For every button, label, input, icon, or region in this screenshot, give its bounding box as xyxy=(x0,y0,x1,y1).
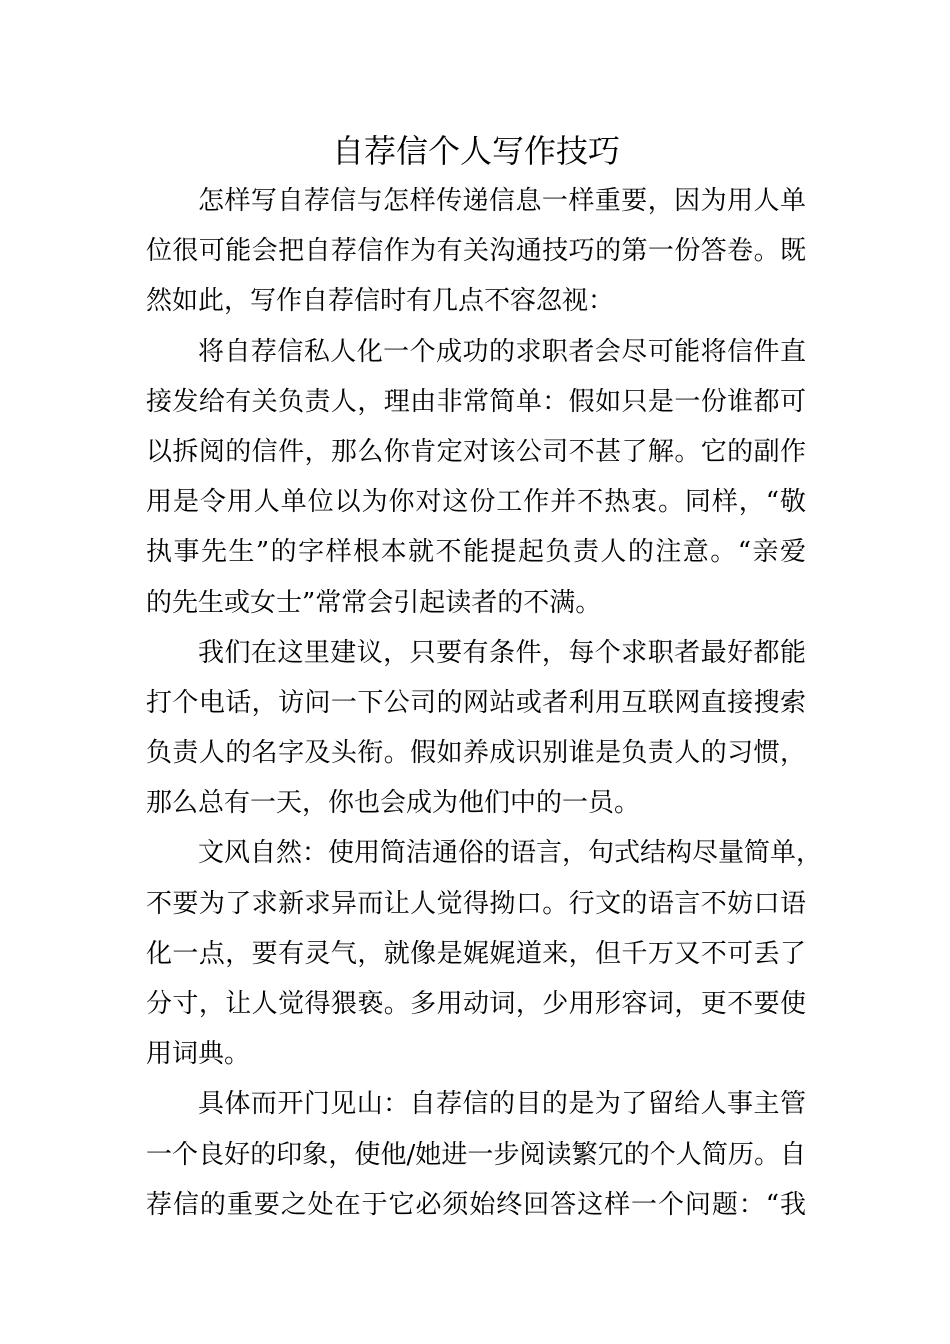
text-line: 具体而开门见山：自荐信的目的是为了留给人事主管 xyxy=(198,1089,806,1120)
text-line: 以拆阅的信件，那么你肯定对该公司不甚了解。它的副作 xyxy=(146,436,806,467)
text-line: 一个良好的印象，使他/她进一步阅读繁冗的个人简历。自 xyxy=(146,1139,806,1170)
text-line: 我们在这里建议，只要有条件，每个求职者最好都能 xyxy=(198,637,806,668)
text-line: 打个电话，访问一下公司的网站或者利用互联网直接搜索 xyxy=(146,687,806,718)
text-line: 用词典。 xyxy=(146,1039,251,1070)
text-line: 的先生或女士”常常会引起读者的不满。 xyxy=(146,587,602,618)
document-body xyxy=(146,126,823,1230)
paragraph-direct xyxy=(146,1079,806,1230)
text-line: 然如此，写作自荐信时有几点不容忽视： xyxy=(146,286,615,317)
text-line: 位很可能会把自荐信作为有关沟通技巧的第一份答卷。既 xyxy=(146,236,806,267)
text-line: 接发给有关负责人，理由非常简单：假如只是一份谁都可 xyxy=(146,386,806,417)
text-line: 荐信的重要之处在于它必须始终回答这样一个问题：“我 xyxy=(146,1189,806,1220)
text-line: 那么总有一天，你也会成为他们中的一员。 xyxy=(146,788,641,819)
text-line: 负责人的名字及头衔。假如养成识别谁是负责人的习惯， xyxy=(146,738,806,769)
text-line: 文风自然：使用简洁通俗的语言，句式结构尽量简单， xyxy=(198,838,823,869)
text-line: 化一点，要有灵气，就像是娓娓道来，但千万又不可丢了 xyxy=(146,938,806,969)
text-line: 怎样写自荐信与怎样传递信息一样重要，因为用人单 xyxy=(198,186,806,216)
paragraph-personalize xyxy=(146,327,806,628)
paragraph-natural-style xyxy=(146,828,823,1079)
document-title: 自荐信个人写作技巧 xyxy=(331,132,620,170)
text-line: 将自荐信私人化一个成功的求职者会尽可能将信件直 xyxy=(198,336,806,367)
paragraph-intro xyxy=(146,176,806,327)
text-line: 用是令用人单位以为你对这份工作并不热衷。同样，“敬 xyxy=(146,487,806,518)
paragraph-suggestion xyxy=(146,628,806,829)
text-line: 分寸，让人觉得猥亵。多用动词，少用形容词，更不要使 xyxy=(146,989,806,1019)
text-line: 不要为了求新求异而让人觉得拗口。行文的语言不妨口语 xyxy=(146,888,806,919)
text-line: 执事先生”的字样根本就不能提起负责人的注意。“亲爱 xyxy=(146,537,806,568)
